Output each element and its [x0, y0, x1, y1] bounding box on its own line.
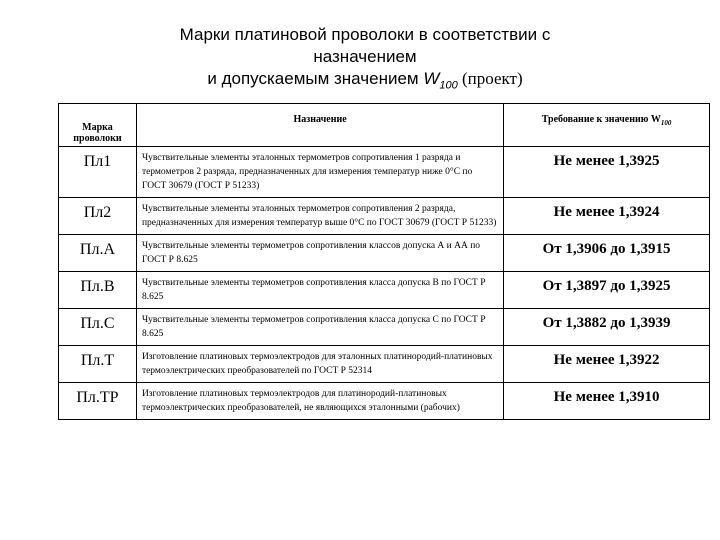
requirement-cell: Не менее 1,3910 [504, 383, 710, 420]
purpose-cell: Чувствительные элементы термометров сопротивления класса допуска В по ГОСТ Р 8.625 [136, 272, 503, 309]
title-line-1: Марки платиновой проволоки в соответствии с [179, 25, 551, 44]
table-row [59, 383, 710, 420]
grade-cell: Пл.В [59, 272, 137, 309]
header-purpose: Назначение [136, 104, 503, 147]
title-w-subscript: 100 [439, 79, 458, 92]
header-requirement [504, 104, 710, 147]
requirement-cell: От 1,3906 до 1,3915 [504, 235, 710, 272]
title-line-3 [60, 68, 670, 96]
purpose-cell: Изготовление платиновых термоэлектродов для платинородий-платиновых термоэлектрических преобразователей, не являющихся эталонными (рабочих) [136, 383, 503, 420]
purpose-cell: Чувствительные элементы термометров сопротивления класса допуска С по ГОСТ Р 8.625 [136, 309, 503, 346]
title-w-symbol: W [423, 69, 440, 88]
header-grade: Марка проволоки [59, 104, 137, 147]
purpose-cell: Изготовление платиновых термоэлектродов для эталонных платинородий-платиновых термоэлектрических преобразователей по ГОСТ Р 52314 [136, 346, 503, 383]
grade-cell: Пл.ТР [59, 383, 137, 420]
table-row [59, 272, 710, 309]
requirement-cell: Не менее 1,3924 [504, 198, 710, 235]
purpose-cell: Чувствительные элементы эталонных термометров сопротивления 1 разряда и термометров 2 разряда, предназначенных для измерения температур ниже 0°С по ГОСТ 30679 (ГОСТ Р 51233) [136, 147, 503, 198]
header-requirement-text: Требование к значению W [541, 114, 661, 125]
table-row [59, 346, 710, 383]
document-title [60, 24, 670, 96]
table-header-row [59, 104, 710, 147]
purpose-cell: Чувствительные элементы термометров сопротивления классов допуска А и АА по ГОСТ Р 8.625 [136, 235, 503, 272]
wire-grades-table [58, 103, 710, 420]
purpose-cell: Чувствительные элементы эталонных термометров сопротивления 2 разряда, предназначенных для измерения температур выше 0°С по ГОСТ 30679 (ГОСТ Р 51233) [136, 198, 503, 235]
requirement-cell: От 1,3882 до 1,3939 [504, 309, 710, 346]
requirement-cell: От 1,3897 до 1,3925 [504, 272, 710, 309]
requirement-cell: Не менее 1,3925 [504, 147, 710, 198]
grade-cell: Пл.С [59, 309, 137, 346]
table-row [59, 147, 710, 198]
title-line-2: назначением [313, 47, 417, 66]
grade-cell: Пл2 [59, 198, 137, 235]
grade-cell: Пл.А [59, 235, 137, 272]
title-line-3-prefix: и допускаемым значением [207, 69, 424, 88]
grade-cell: Пл.Т [59, 346, 137, 383]
title-line-3-suffix: (проект) [457, 69, 523, 88]
table-row [59, 235, 710, 272]
requirement-cell: Не менее 1,3922 [504, 346, 710, 383]
grade-cell: Пл1 [59, 147, 137, 198]
header-requirement-sub: 100 [660, 119, 672, 127]
table-row [59, 198, 710, 235]
table-row [59, 309, 710, 346]
